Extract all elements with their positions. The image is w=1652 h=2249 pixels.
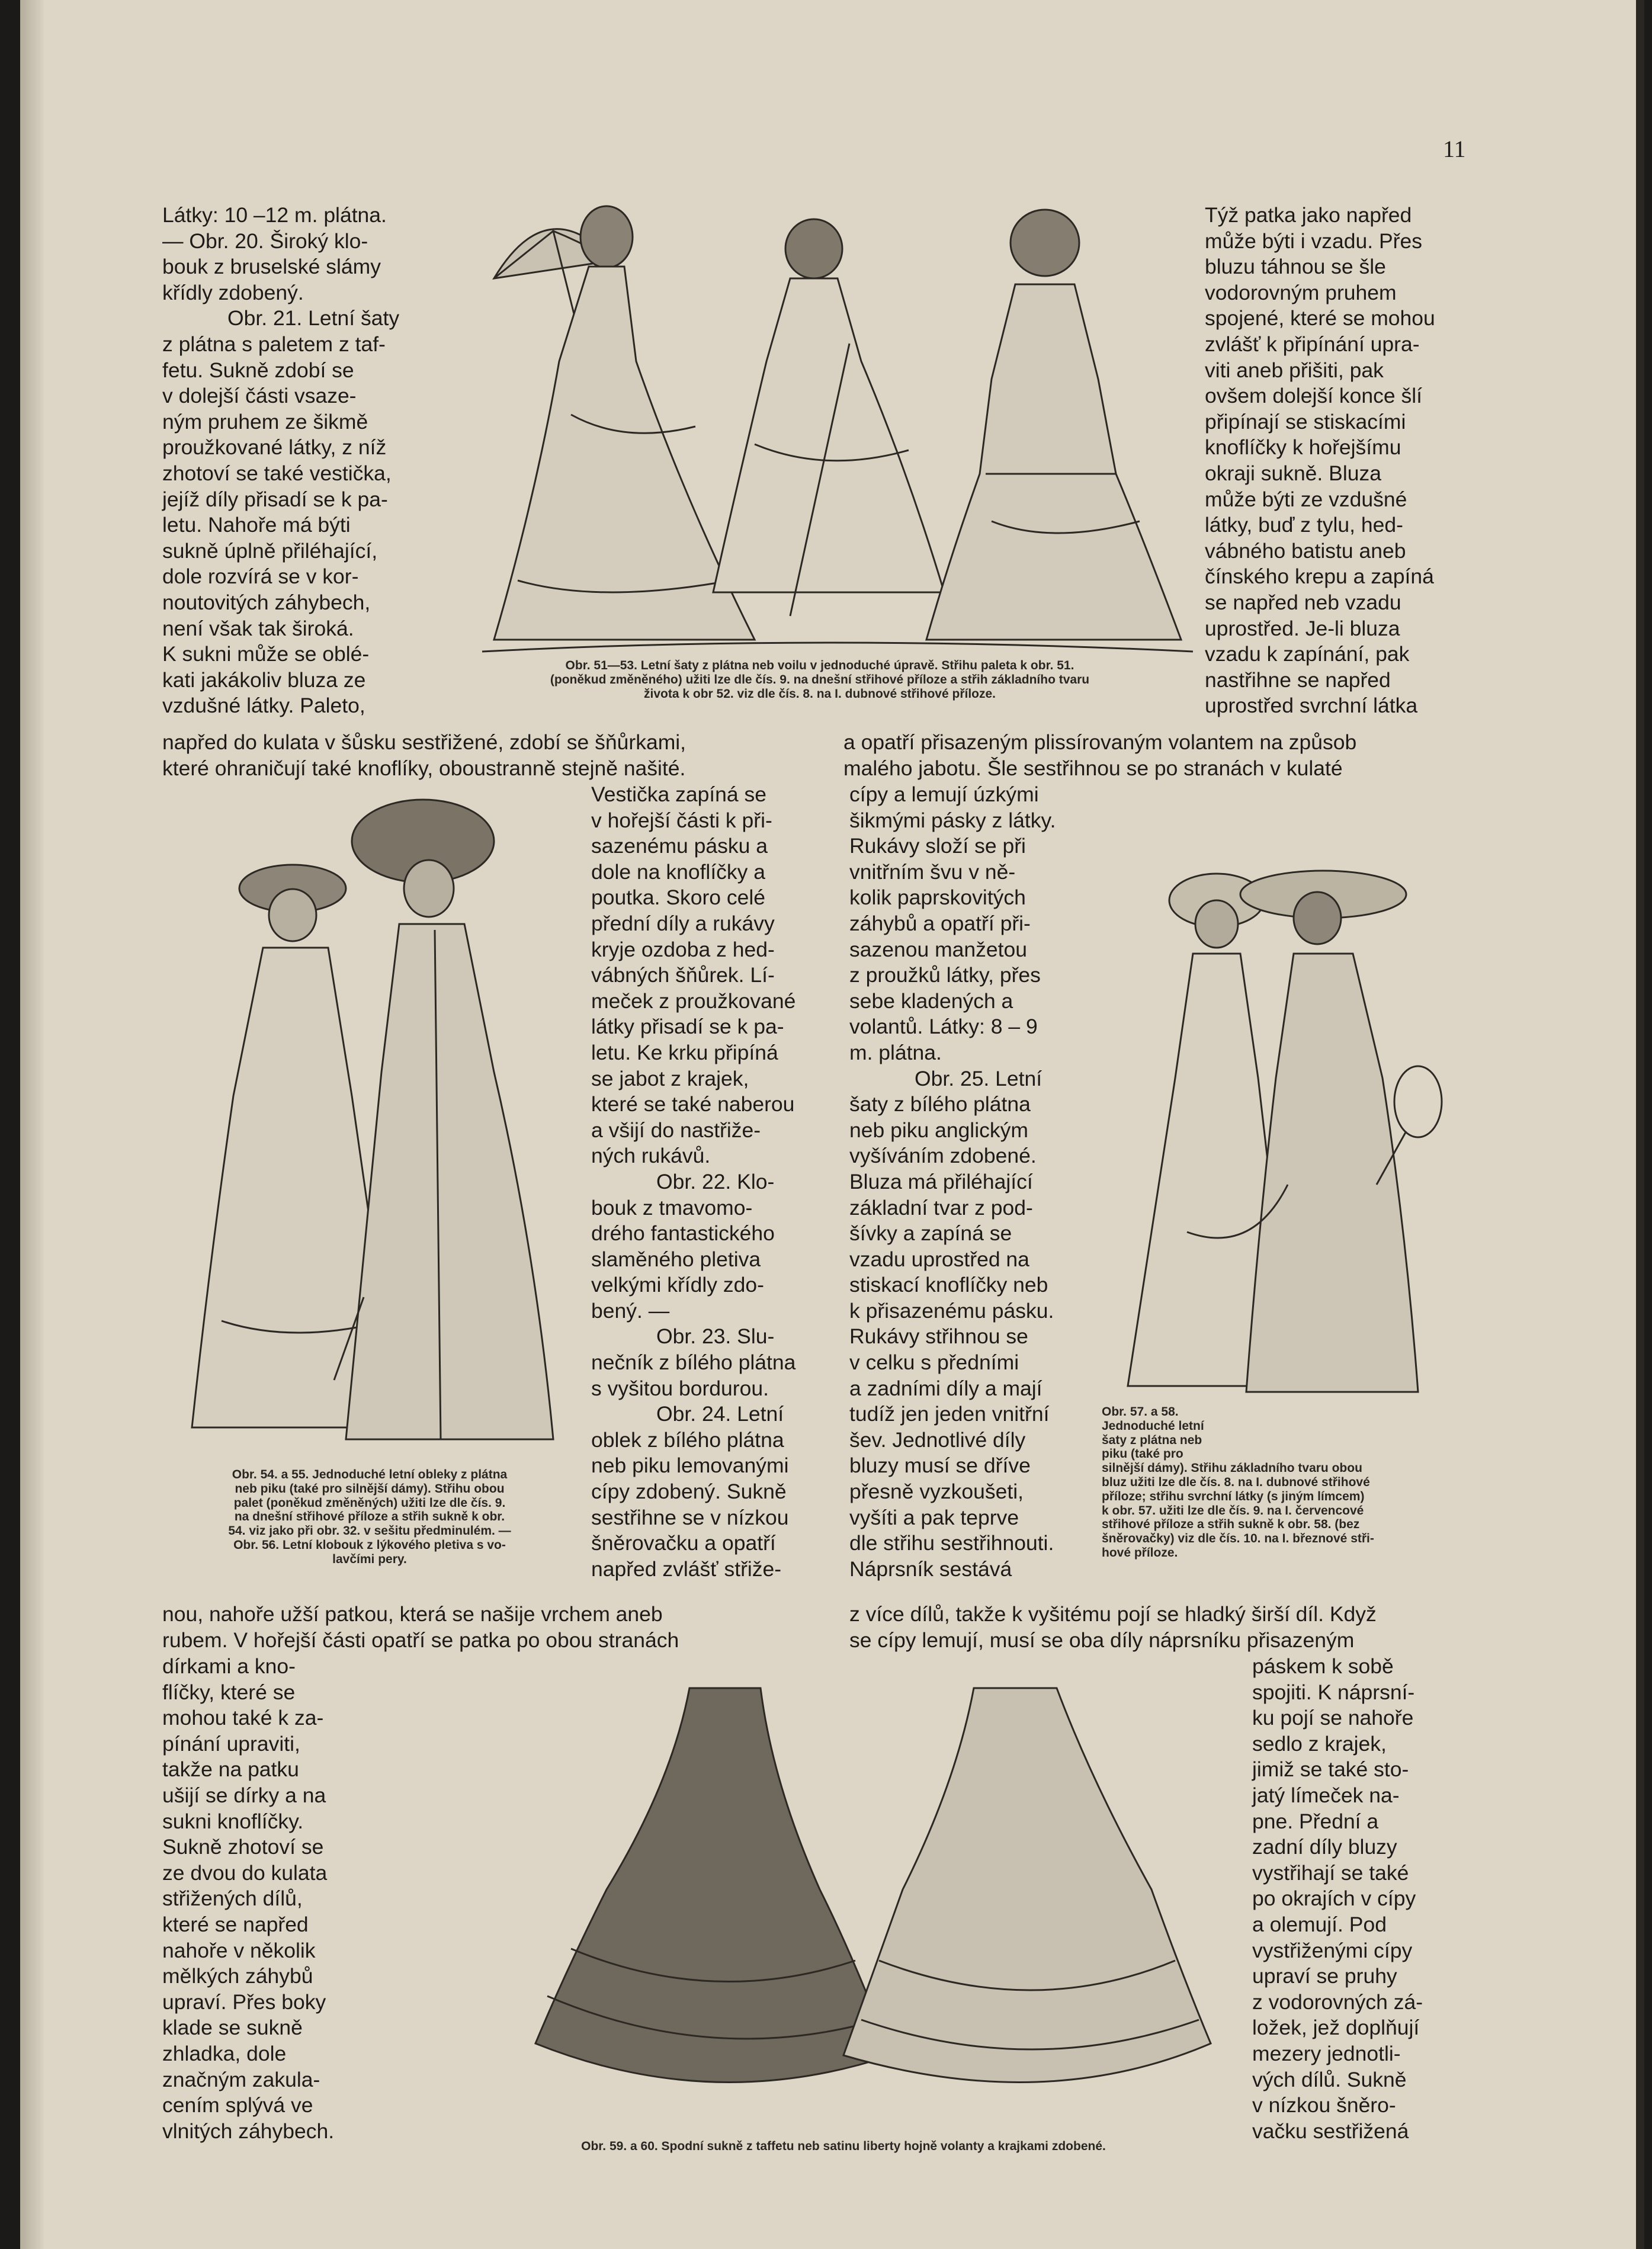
text-line: látky, buď z tylu, hed-	[1205, 513, 1403, 537]
caption-line: střihové příloze a střih sukně k obr. 58. (bez	[1102, 1517, 1360, 1532]
text-column-right-bottom	[1252, 1654, 1465, 2144]
text-line: dle střihu sestřihnouti.	[849, 1531, 1054, 1555]
text-line: vzadu uprostřed na	[849, 1247, 1029, 1271]
text-line: kolik paprskovitých	[849, 886, 1026, 910]
text-line: přesně vyzkoušeti,	[849, 1480, 1024, 1504]
text-line: sedlo z krajek,	[1252, 1731, 1387, 1756]
text-line: s vyšitou bordurou.	[591, 1376, 769, 1400]
text-line: letu. Nahoře má býti	[162, 513, 351, 537]
text-line: malého jabotu. Šle sestřihnou se po stranách v kulaté	[843, 756, 1343, 780]
two-women-tennis-illustration-icon	[1098, 853, 1454, 1398]
text-line: letu. Ke krku připíná	[591, 1040, 778, 1064]
text-line: sukně úplně přiléhající,	[162, 538, 378, 563]
text-line: slaměného pletiva	[591, 1247, 761, 1271]
three-women-illustration-icon	[458, 166, 1205, 657]
text-line: čínského krepu a zapíná	[1205, 564, 1434, 589]
text-line: pne. Přední a	[1252, 1809, 1379, 1833]
text-line: upraví. Přes boky	[162, 1990, 326, 2014]
text-line: poutka. Skoro celé	[591, 886, 766, 910]
text-line: vých dílů. Sukně	[1252, 2067, 1407, 2091]
text-line: šaty z bílého plátna	[849, 1092, 1031, 1117]
text-line: bouk z bruselské slámy	[162, 255, 381, 279]
caption-line: neb piku (také pro silnější dámy). Střihu obou	[235, 1481, 505, 1496]
text-line: z plátna s paletem z taf-	[162, 332, 386, 356]
text-line: ovšem dolejší konce šlí	[1205, 384, 1422, 408]
text-line: zhotoví se také vestička,	[162, 461, 392, 485]
text-line: dírkami a kno-	[162, 1654, 296, 1678]
text-line: nečník z bílého plátna	[591, 1350, 796, 1375]
text-line: není však tak široká.	[162, 616, 354, 640]
text-line: v hořejší části k při-	[591, 808, 772, 832]
text-line: kati jakákoliv bluza ze	[162, 668, 366, 692]
text-line: vystřiženými cípy	[1252, 1938, 1413, 1962]
figure-54-56-illustration	[186, 788, 565, 1454]
caption-line: Obr. 54. a 55. Jednoduché letní obleky z plátna	[232, 1468, 508, 1481]
text-line: ku pojí se nahoře	[1252, 1706, 1414, 1730]
text-line: Náprsník sestává	[849, 1557, 1012, 1581]
caption-line: palet (poněkud změněných) užiti lze dle čís. 9.	[233, 1496, 506, 1510]
text-line: připínají se stiskacími	[1205, 409, 1406, 434]
text-line: jimiž se také sto-	[1252, 1757, 1409, 1782]
text-line: K sukni může se oblé-	[162, 642, 370, 666]
text-span-right-2	[849, 1602, 1465, 1653]
text-line: v dolejší části vsaze-	[162, 384, 357, 408]
text-line: se napřed neb vzadu	[1205, 590, 1401, 614]
text-line: meček z proužkované	[591, 989, 796, 1013]
text-line: Obr. 24. Letní	[656, 1402, 784, 1426]
caption-line: (poněkud změněného) užiti lze dle čís. 9. na dnešní střihové příloze a střih základního tvaru	[550, 672, 1090, 686]
text-line: kryje ozdoba z hed-	[591, 937, 775, 961]
text-line: bený. —	[591, 1298, 670, 1323]
text-line: cípy a lemují úzkými	[849, 782, 1039, 806]
text-line: proužkované látky, z níž	[162, 435, 387, 460]
text-line: vzdušné látky. Paleto,	[162, 694, 365, 718]
text-line: okraji sukně. Bluza	[1205, 461, 1381, 485]
text-line: Látky: 10 –12 m. plátna.	[162, 203, 387, 227]
text-line: záhybů a opatří při-	[849, 911, 1031, 935]
figure-57-58-illustration	[1098, 853, 1454, 1398]
text-line: které se napřed	[162, 1912, 309, 1936]
text-line: — Obr. 20. Široký klo-	[162, 229, 368, 253]
caption-line: Obr. 56. Letní klobouk z lýkového pletiva s vo-	[233, 1538, 506, 1552]
text-line: nou, nahoře užší patkou, která se našije vrchem aneb	[162, 1602, 663, 1626]
text-line: střižených dílů,	[162, 1887, 303, 1911]
text-line: sukni knoflíčky.	[162, 1809, 304, 1833]
text-line: rubem. V hořejší části opatří se patka po obou stranách	[162, 1628, 679, 1652]
text-line: v celku s předními	[849, 1350, 1019, 1375]
text-line: a zadními díly a mají	[849, 1376, 1042, 1400]
text-line: bluzu táhnou se šle	[1205, 255, 1386, 279]
text-span-left-2	[162, 1602, 826, 1653]
text-line: dole na knoflíčky a	[591, 859, 766, 884]
text-line: vodorovným pruhem	[1205, 280, 1397, 304]
text-line: může býti i vzadu. Přes	[1205, 229, 1422, 253]
text-line: spojiti. K náprsní-	[1252, 1680, 1415, 1704]
text-line: napřed zvlášť střiže-	[591, 1557, 782, 1581]
text-span-right-1	[843, 730, 1465, 781]
text-line: knoflíčky k hořejšímu	[1205, 435, 1401, 460]
text-line: které se také naberou	[591, 1092, 795, 1117]
text-line: ložek, jež doplňují	[1252, 2016, 1420, 2040]
text-line: cením splývá ve	[162, 2093, 313, 2118]
text-line: vnitřním švu v ně-	[849, 859, 1016, 884]
caption-line: Obr. 59. a 60. Spodní sukně z taffetu neb satinu liberty hojně volanty a krajkami zdobené.	[581, 2139, 1106, 2153]
text-line: Obr. 23. Slu-	[656, 1324, 775, 1349]
text-line: bluzy musí se dříve	[849, 1454, 1031, 1478]
caption-line: příloze; střihu svrchní látky (s jiným límcem)	[1102, 1489, 1365, 1503]
text-line: mělkých záhybů	[162, 1964, 313, 1988]
caption-figure-57-58	[1102, 1405, 1481, 1560]
text-line: sazenou manžetou	[849, 937, 1027, 961]
text-line: látky přisadí se k pa-	[591, 1015, 784, 1039]
text-line: sebe kladených a	[849, 989, 1013, 1013]
text-line: bouk z tmavomo-	[591, 1195, 753, 1220]
caption-line: Jednoduché letní	[1102, 1419, 1204, 1433]
caption-line: silnější dámy). Střihu základního tvaru obou	[1102, 1461, 1362, 1475]
text-line: které ohraničují také knoflíky, oboustranně stejně našité.	[162, 756, 686, 780]
text-line: ných rukávů.	[591, 1144, 711, 1168]
text-line: napřed do kulata v šůsku sestřižené, zdobí se šňůrkami,	[162, 730, 687, 754]
text-line: upraví se pruhy	[1252, 1964, 1397, 1988]
text-line: mezery jednotli-	[1252, 2041, 1401, 2065]
text-line: z proužků látky, přes	[849, 963, 1041, 987]
caption-figure-54-56	[162, 1468, 577, 1567]
text-line: křídly zdobený.	[162, 280, 304, 304]
caption-line: na dnešní střihové příloze a střih sukně k obr.	[234, 1510, 505, 1524]
text-line: páskem k sobě	[1252, 1654, 1394, 1678]
text-line: zadní díly bluzy	[1252, 1835, 1397, 1859]
text-line: ze dvou do kulata	[162, 1860, 328, 1885]
text-line: vyšíváním zdobené.	[849, 1144, 1037, 1168]
text-column-middle	[591, 782, 826, 1582]
text-column-left-top	[162, 203, 435, 719]
text-line: flíčky, které se	[162, 1680, 296, 1704]
text-line: drého fantastického	[591, 1221, 775, 1246]
text-line: klade se sukně	[162, 2016, 303, 2040]
text-line: Rukávy složí se při	[849, 834, 1026, 858]
text-line: z vodorovných zá-	[1252, 1990, 1423, 2014]
text-line: spojené, které se mohou	[1205, 306, 1435, 331]
text-line: takže na patku	[162, 1757, 299, 1782]
caption-figure-59-60	[458, 2139, 1228, 2154]
text-line: volantů. Látky: 8 – 9	[849, 1015, 1038, 1039]
text-line: dole rozvírá se v kor-	[162, 564, 359, 589]
text-line: Obr. 22. Klo-	[656, 1169, 775, 1194]
text-line: Sukně zhotoví se	[162, 1835, 324, 1859]
text-line: šněrovačku a opatří	[591, 1531, 776, 1555]
text-line: základní tvar z pod-	[849, 1195, 1033, 1220]
petticoats-illustration-icon	[524, 1664, 1223, 2120]
text-line: a olemují. Pod	[1252, 1912, 1387, 1936]
text-span-left-1	[162, 730, 826, 781]
text-line: Rukávy střihnou se	[849, 1324, 1028, 1349]
text-line: vačku sestřižená	[1252, 2119, 1409, 2143]
text-line: velkými křídly zdo-	[591, 1273, 764, 1297]
text-line: z více dílů, takže k vyšitému pojí se hladký širší díl. Když	[849, 1602, 1377, 1626]
text-column-right-top	[1205, 203, 1465, 719]
caption-line: života k obr 52. viz dle čís. 8. na I. dubnové střihové příloze.	[644, 686, 996, 701]
caption-line: k obr. 57. užiti lze dle čís. 9. na I. červencové	[1102, 1503, 1364, 1517]
text-line: jatý límeček na-	[1252, 1783, 1400, 1807]
text-line: vábného batistu aneb	[1205, 538, 1406, 563]
text-line: vzadu k zapínání, pak	[1205, 642, 1410, 666]
caption-figure-51-53	[441, 659, 1199, 701]
text-line: Obr. 21. Letní šaty	[227, 306, 400, 331]
text-line: vystřihají se také	[1252, 1860, 1409, 1885]
caption-line: šněrovačky) viz dle čís. 10. na I. březnové stři-	[1102, 1532, 1374, 1546]
text-line: a všijí do nastřiže-	[591, 1118, 761, 1142]
text-line: značným zakula-	[162, 2067, 320, 2091]
text-line: mohou také k za-	[162, 1706, 324, 1730]
text-line: uprostřed. Je-li bluza	[1205, 616, 1400, 640]
text-line: jejíž díly přisadí se k pa-	[162, 487, 388, 511]
text-line: se cípy lemují, musí se oba díly náprsníku přisazeným	[849, 1628, 1355, 1652]
text-line: ným pruhem ze šikmě	[162, 409, 368, 434]
magazine-page	[20, 0, 1644, 2249]
caption-line: bluz užiti lze dle čís. 8. na I. dubnové střihové	[1102, 1475, 1370, 1489]
page-number: 11	[1443, 136, 1466, 162]
text-line: oblek z bílého plátna	[591, 1427, 784, 1452]
text-line: šívky a zapíná se	[849, 1221, 1012, 1246]
text-line: Bluza má přiléhající	[849, 1169, 1033, 1194]
text-line: šev. Jednotlivé díly	[849, 1427, 1026, 1452]
text-line: cípy zdobený. Sukně	[591, 1480, 787, 1504]
text-line: šikmými pásky z látky.	[849, 808, 1056, 832]
caption-line: hové příloze.	[1102, 1545, 1178, 1560]
text-line: v nízkou šněro-	[1252, 2093, 1396, 2118]
text-line: Obr. 25. Letní	[915, 1066, 1042, 1090]
text-line: zhladka, dole	[162, 2041, 287, 2065]
figure-51-53-illustration	[458, 166, 1205, 657]
text-line: vábných šňůrek. Lí-	[591, 963, 775, 987]
text-line: k přisazenému pásku.	[849, 1298, 1054, 1323]
text-line: a opatří přisazeným plissírovaným volantem na způsob	[843, 730, 1357, 754]
text-line: uprostřed svrchní látka	[1205, 694, 1418, 718]
text-column-right-middle	[849, 782, 1074, 1582]
page-gutter	[20, 0, 44, 2249]
text-line: neb piku lemovanými	[591, 1454, 789, 1478]
text-line: nastřihne se napřed	[1205, 668, 1391, 692]
text-line: sazenému pásku a	[591, 834, 768, 858]
text-line: stiskací knoflíčky neb	[849, 1273, 1048, 1297]
text-line: m. plátna.	[849, 1040, 942, 1064]
figure-59-60-illustration	[524, 1664, 1223, 2120]
page-edge	[1636, 0, 1644, 2249]
text-line: zvlášť k připínání upra-	[1205, 332, 1420, 356]
text-line: vlnitých záhybech.	[162, 2119, 335, 2143]
text-column-left-bottom	[162, 1654, 381, 2144]
text-line: může býti ze vzdušné	[1205, 487, 1407, 511]
text-line: přední díly a rukávy	[591, 911, 775, 935]
text-line: neb piku anglickým	[849, 1118, 1028, 1142]
two-women-suits-illustration-icon	[186, 788, 565, 1454]
caption-line: piku (také pro	[1102, 1447, 1183, 1461]
text-line: nahoře v několik	[162, 1938, 316, 1962]
caption-line: lavčími pery.	[332, 1552, 407, 1566]
caption-line: Obr. 51—53. Letní šaty z plátna neb voilu v jednoduché úpravě. Střihu paleta k obr. 51.	[565, 659, 1074, 672]
text-line: Vestička zapíná se	[591, 782, 767, 806]
text-line: sestřihne se v nízkou	[591, 1505, 789, 1529]
text-line: ušijí se dírky a na	[162, 1783, 326, 1807]
caption-line: šaty z plátna neb	[1102, 1433, 1202, 1447]
text-line: fetu. Sukně zdobí se	[162, 358, 354, 382]
caption-line: Obr. 57. a 58.	[1102, 1405, 1179, 1419]
text-line: pínání upraviti,	[162, 1731, 300, 1756]
text-line: viti aneb přišiti, pak	[1205, 358, 1384, 382]
text-line: po okrajích v cípy	[1252, 1887, 1416, 1911]
caption-line: 54. viz jako při obr. 32. v sešitu předminulém. —	[228, 1524, 511, 1538]
text-line: tudíž jen jeden vnitřní	[849, 1402, 1050, 1426]
text-line: se jabot z krajek,	[591, 1066, 749, 1090]
text-line: Týž patka jako napřed	[1205, 203, 1412, 227]
text-line: noutovitých záhybech,	[162, 590, 371, 614]
text-line: vyšíti a pak teprve	[849, 1505, 1019, 1529]
